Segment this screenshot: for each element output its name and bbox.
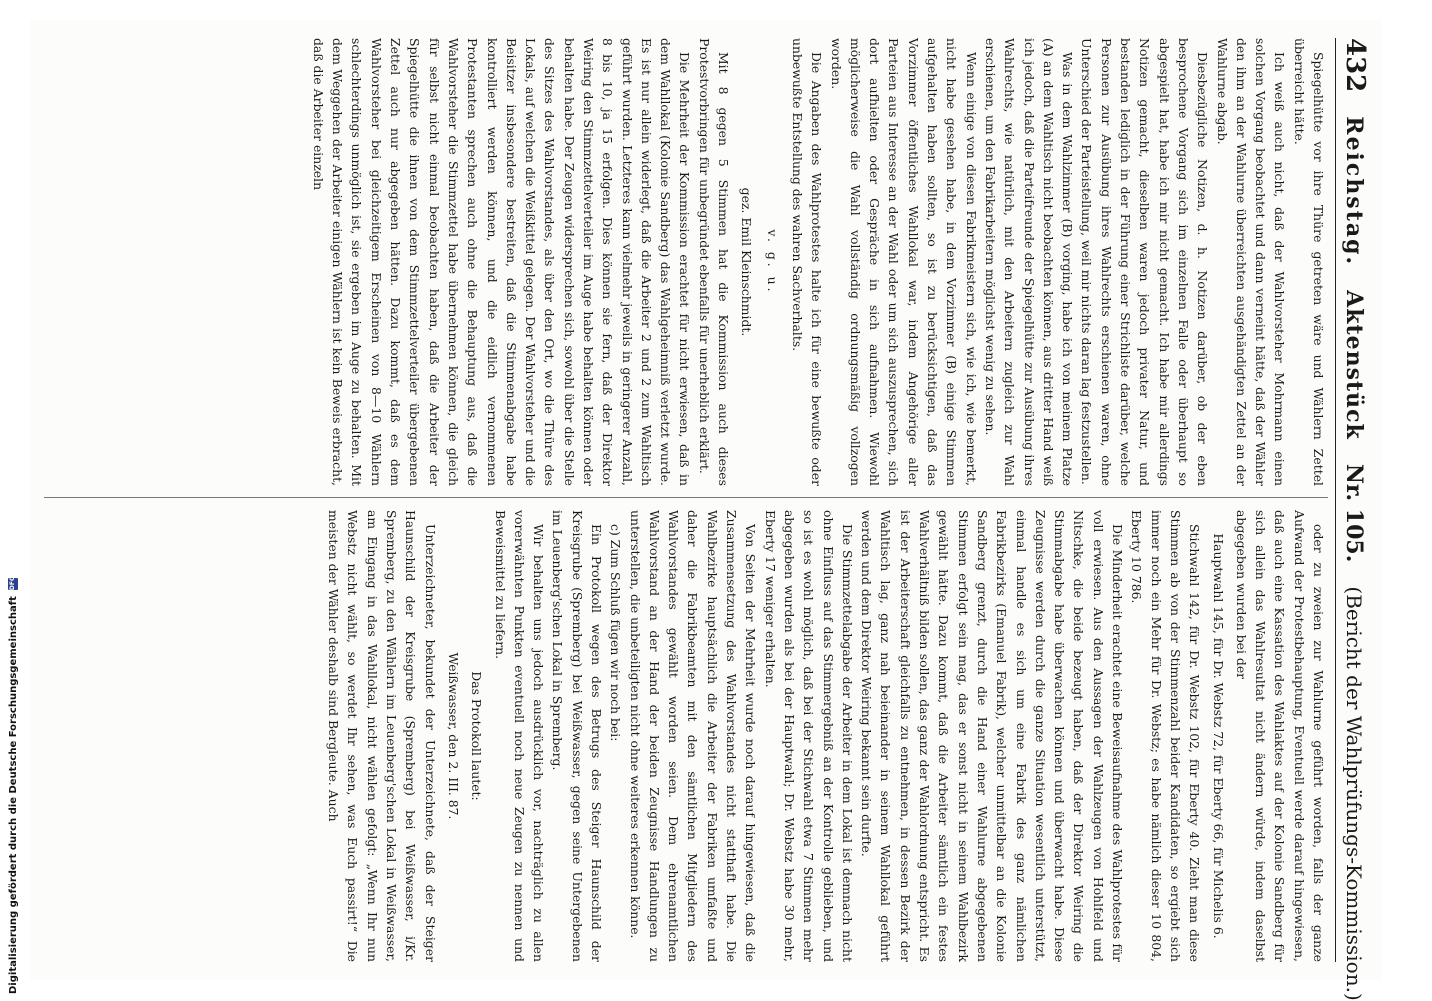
left-column bbox=[42, 38, 1328, 486]
centered-line: Das Protokoll lautet: bbox=[469, 671, 485, 801]
paragraph: Die Minderheit erachtet eine Beweisaufnahme des Wahlprotestes für voll erwiesen. Aus den Aussagen der Wahlzeugen von Hohlfeld und Nitschke, die beide bezeugt haben, daß der Direktor Weiring die Stimmabgabe habe überwachen können und überwacht habe. Diese Zeugnisse werden durch die ganze Situation wesentlich unterstützt, einmal handle es sich um eine Fabrik des ganz nämlichen Fabrikbezirks (Emanuel Fabrik), welcher unmittelbar an die Kolonie Sandberg grenzt, durch die Hand einer Wahlurne abgegebenen Stimmen erfolgt sein mag, das er sonst nicht in seinem Wahlbezirk gewählt hätte. Dazu kommt, daß die Arbeiter sämtlich ein festes Wahlverhältniß bilden sollen, das ganz der Wahlordnung entspricht. Es ist der Arbeiterschaft gleichfalls zu entnehmen, in dessen Bezirk der Wahltisch lag, ganz nah beieinander in seinem Wahllokal geführt werden und dem Direktor Weiring bekannt sein durfte. bbox=[859, 510, 1126, 962]
paragraph: Ein Protokoll wegen des Betrugs des Steiger Haunschild der Kreisgrube (Spremberg) bei Weißwasser, gegen seine Untergebenen im Leuenberg'schen Lokal in Spremberg. bbox=[550, 510, 605, 962]
paragraph: Mit 8 gegen 5 Stimmen hat die Kommission auch dieses Protestvorbringen für unbegründet ebenfalls für unerheblich erklärt. bbox=[696, 38, 732, 486]
section-title: (Bericht der Wahlprüfungs-Kommission.) bbox=[1342, 586, 1366, 1001]
signature-line: v. g. u. bbox=[764, 229, 780, 295]
rotated-page bbox=[30, 20, 1382, 1001]
dfg-logo-icon: DFG bbox=[9, 576, 16, 591]
right-column bbox=[42, 510, 1328, 962]
paragraph: c) Zum Schluß fügen wir noch bei: bbox=[608, 524, 624, 742]
document-type: Aktenstück bbox=[1341, 290, 1367, 440]
paragraph: Ich weiß auch nicht, daß der Wahlvorsteher Mohrmann einen solchen Vorgang beobachtet und dann verneint hätte, daß der Wähler den ihm an der Wahlurne überreichten ausgehändigten Zettel an der Wahlurne abgab. bbox=[1214, 38, 1288, 486]
paragraph: Unterzeichneter, bekundet der Unterzeichnete, daß der Steiger Haunschild der Kreisgrube (Spremberg) bei Weißwasser, i/Kr. Spremberg, zu den Wählern im Leuenberg'schen Lokal in Weißwasser, am Eingang in das Wahllokal, nicht wählen gefolgt: „Wenn Ihr nun Webstz nicht wählt, so werdet Ihr sehen, was Euch passirt!“ Die meisten der Wähler deshalb sind Bergleute. Auch bbox=[326, 510, 438, 962]
paragraph: Die Mehrheit der Kommission erachtet für nicht erwiesen, daß in dem Wahllokal (Kolonie Sandberg) das Wahlgeheimniß verletzt wurde. Es ist nur allein widerlegt, daß die Arbeiter 2 und 2 zum Wahltisch geführt wurden. Letzteres kann vielmehr jeweils in geringerer Anzahl, 8 bis 10, ja 15 erfolgen. Dies können sie fern, daß der Direktor Weiring den Stimmzettelverteiler im Auge habe behalten können oder behalten habe. Der Zeugen widersprechen sich, sowohl über die Stelle des Sitzes des Wahlvorstandes, als über den Ort, wo die Thüre des Lokals, auf welchen die Weißkittel gelegen. Der Wahlvorsteher und die Beisitzer insbesondere bestreiten, daß die Stimmenabgabe habe kontrolliert werden können, und die eidlich vernommenen Protestanten sprechen auch ohne die Behauptung aus, daß die Wahlvorsteher die Stimmzettel habe übernehmen können, die gleich für selbst nicht einmal beobachten haben, daß die Arbeiter der Spiegelhütte die ihnen von dem Stimmzettelverteiler übergebenen Zettel auch nur abgegeben hätten. Dazu kommt, daß es dem Wahlvorsteher bei gleichzeitigem Erscheinen von 8—10 Wählern schlechterdings unmöglich ist, sie ergeben im Auge zu behalten. Mit dem Weggehen der Arbeiter einigen Wählern ist kein Beweis erbracht, daß die Arbeiter einzeln bbox=[310, 38, 693, 486]
publication-title: Reichstag. bbox=[1341, 116, 1367, 267]
issue-number: Nr. 105. bbox=[1341, 463, 1367, 563]
centered-line: Hauptwahl 145, für Dr. Webstz 72, für Eberty 66, für Michelis 6. bbox=[1210, 533, 1226, 939]
paragraph: Die Angaben des Wahlprotestes halte ich für eine bewußte oder unbewußte Entstellung des wahren Sachverhalts. bbox=[789, 38, 825, 486]
page-number: 432 bbox=[1340, 38, 1370, 93]
paragraph: oder zu zweien zur Wahlurne geführt worden, falls der ganze Aufwand der Protestbehauptung, Eventuell werde darauf hingewiesen, daß auch eine Kassation des Wahlaktes auf der Kolonie Sandberg für sich allein das Wahlresultat nicht ändern würde, indem daselbst abgegeben wurden bei der bbox=[1233, 510, 1326, 962]
paragraph: Wir behalten uns jedoch ausdrücklich vor, nachträglich zu allen vorerwähnten Punkten eventuell noch neue Zeugen zu nennen und Beweismittel zu liefern. bbox=[492, 510, 547, 962]
paragraph: Die Stimmzettelabgabe der Arbeiter in dem Lokal ist demnach nicht ohne Einfluss auf das Stimmergebniß an der Kontrolle geblieben, und so ist es wohl möglich, daß bei der Stichwahl etwa 7 Stimmen mehr abgegeben wurden als bei der Hauptwahl; Dr. Webstz habe 30 mehr, Eberty 17 weniger erhalten. bbox=[762, 510, 855, 962]
paragraph: Wenn einige von diesen Fabrikmeistern sich, wie ich, wie bemerkt, nicht habe gesehen habe, in dem Vorzimmer (B) einige Stimmen aufgehalten haben sollten, so ist zu berücksichtigen, daß das Vorzimmer öffentliches Wahllokal war, indem Angehörige aller Parteien aus Interesse an der Wahl oder um sich auszusprechen, sich dort aufhielten oder Gespräche in sich aufnahmen. Wiewohl möglicherweise die Wahl vollständig ordnungsmäßig vollzogen worden. bbox=[828, 38, 979, 486]
paragraph: Von Seiten der Mehrheit wurde noch darauf hingewiesen, daß die Zusammensetzung des Wahlvorstandes nicht statthaft habe. Die Wahlbezirke hauptsächlich die Arbeiter der Fabriken umfaßte und daher die Fabrikbeamten mit den sämtlichen Mitgliedern des Wahlvorstandes gewählt worden seien. Dem ehrenamtlichen Wahlvorstand an der Hand der beiden Zeugnisse Handlungen zu unterstellen, die unbeteiligten nicht ohne weiteres erkennen könne. bbox=[627, 510, 759, 962]
centered-line: Weißwasser, den 2. III. 87. bbox=[445, 652, 461, 820]
paragraph: Spiegelhütte vor ihre Thüre getreten wäre und Wählern Zettel überreicht hätte. bbox=[1291, 38, 1326, 486]
column-divider bbox=[44, 497, 1328, 498]
paragraph: Stichwahl 142, für Dr. Webstz 102, für Eberty 40. Zieht man diese Stimmen ab von der Stimmenzahl beider Kandidaten, so ergiebt sich immer noch ein Mehr für Dr. Webstz; es habe nämlich dieser 10 804, Eberty 10 786. bbox=[1129, 510, 1203, 962]
paragraph: Was in dem Wahlzimmer (B) vorging, habe ich von meinem Platze (A) an dem Wahltisch nicht beobachten können, aus dritter Hand weiß ich jedoch, daß die Parteifreunde der Spiegelhütte zur Ausübung ihres Wahlrechts, wie natürlich, mit den Arbeitern zugleich zur Wahl erschienen, um den Fabrikarbeitern möglichst wenig zu sehen. bbox=[982, 38, 1076, 486]
footer-text: Digitalisierung gefördert durch die Deutsche Forschungsgemeinschaft bbox=[7, 596, 19, 994]
centered-line: gez. Emil Kleinschmidt. bbox=[739, 187, 755, 337]
footer-credit bbox=[6, 576, 20, 994]
page-header bbox=[1335, 38, 1370, 1001]
paragraph: Diesbezügliche Notizen, d. h. Notizen darüber, ob der eben besprochene Vorgang sich im einzelnen Falle oder überhaupt so abgespielt hat, habe ich mir nicht gemacht. Ich habe mir allerdings Notizen gemacht, dieselben waren jedoch privater Natur, und bestanden lediglich in der Führung einer Strichliste darüber, welche Personen zur Ausübung ihres Wahlrechts erschienen waren, ohne Unterschied der Parteistellung, weil mir nichts daran lag festzustellen. bbox=[1079, 38, 1211, 486]
